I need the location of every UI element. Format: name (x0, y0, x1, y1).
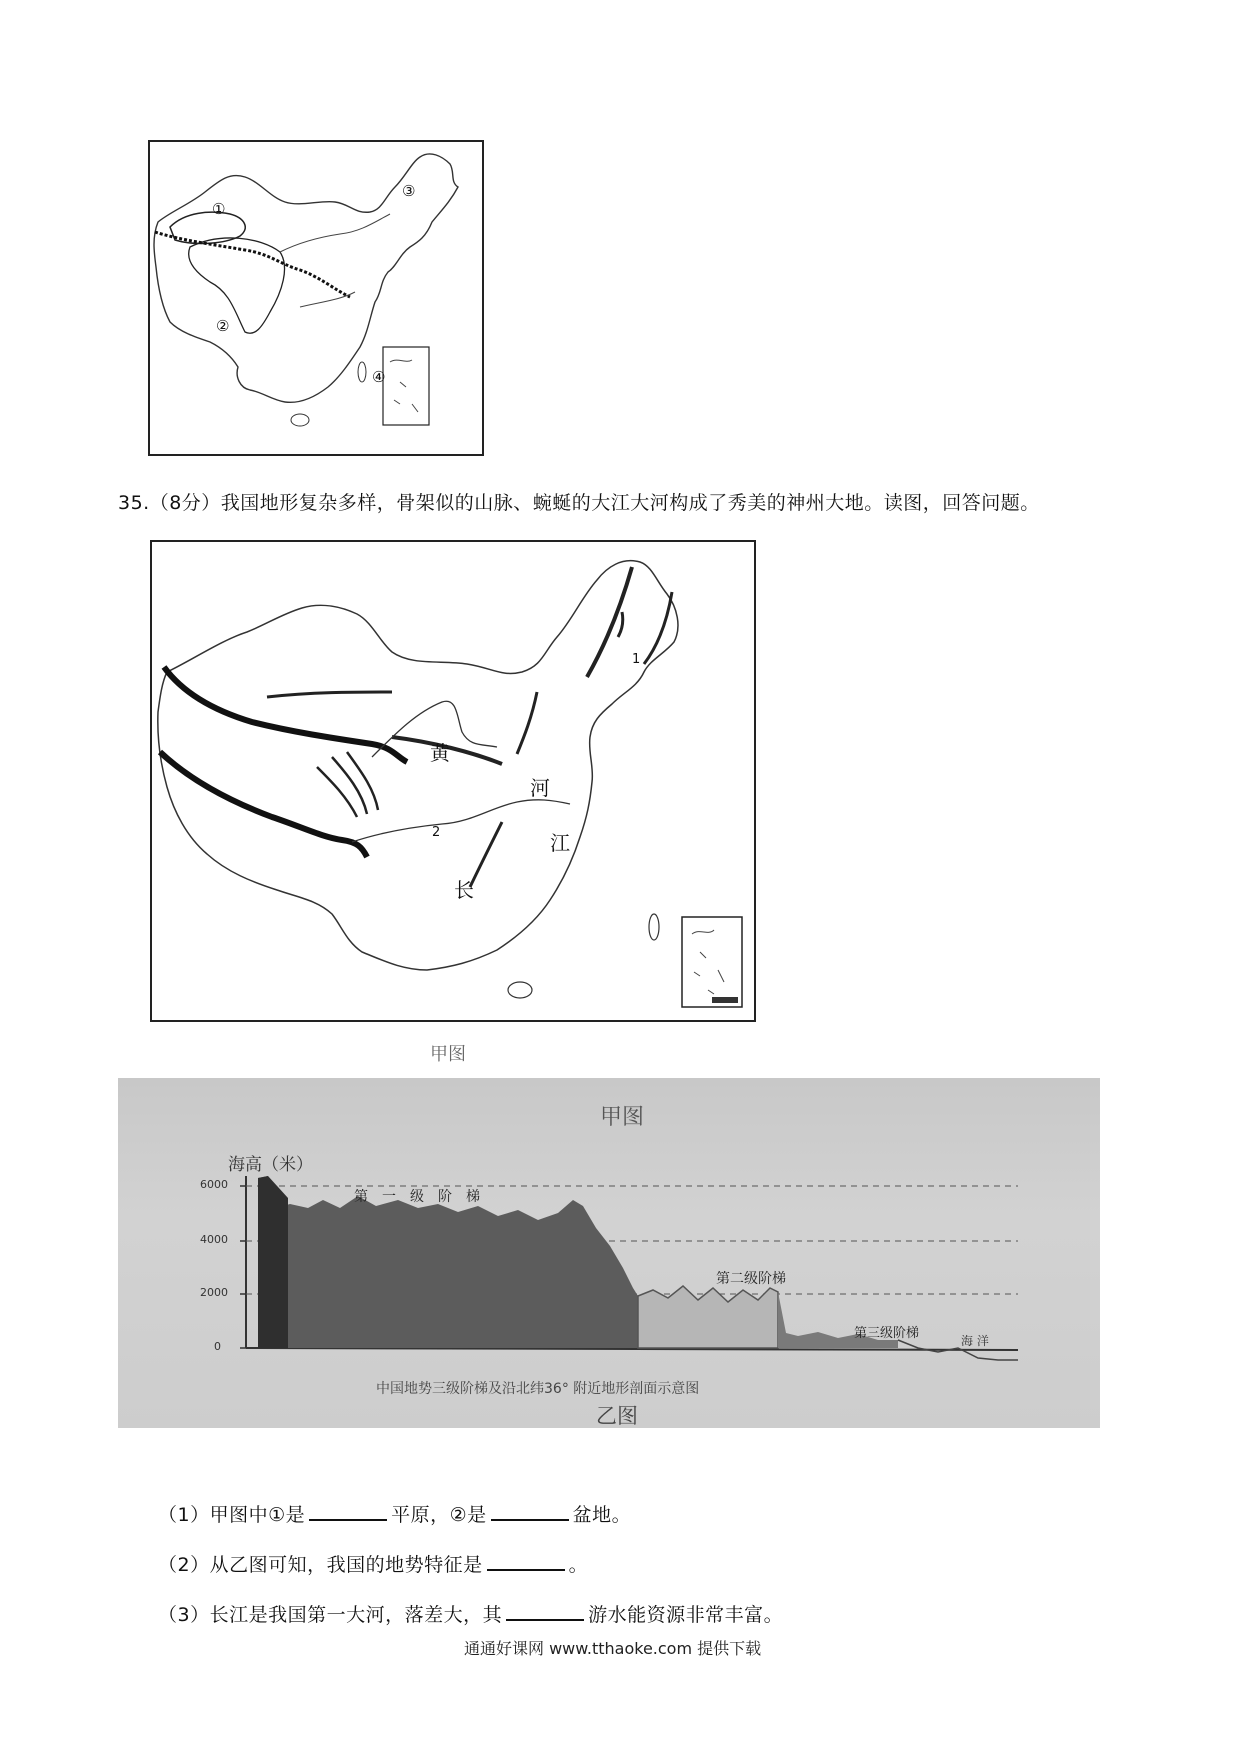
footer: 通通好课网 www.tthaoke.com 提供下载 (464, 1639, 762, 1658)
q3-text-b: 游水能资源非常丰富。 (588, 1604, 784, 1626)
china-map-2 (152, 542, 754, 1020)
label-2: 2 (432, 825, 441, 840)
q1-blank-1[interactable] (309, 1518, 387, 1521)
step-1-label: 第 一 级 阶 梯 (354, 1189, 480, 1205)
profile-figure (118, 1078, 1100, 1428)
step-3-label: 第三级阶梯 (854, 1326, 920, 1341)
q2-text-b: 。 (568, 1554, 589, 1576)
q1-blank-2[interactable] (491, 1518, 569, 1521)
map-1 (148, 140, 484, 456)
q1-text-c: 盆地。 (572, 1504, 632, 1526)
ytick-0: 0 (214, 1340, 221, 1353)
ytick-2000: 2000 (200, 1286, 228, 1299)
q3-blank[interactable] (506, 1618, 584, 1621)
label-huang: 黄 (430, 741, 450, 765)
ytick-6000: 6000 (200, 1178, 228, 1191)
q3-text-a: （3）长江是我国第一大河，落差大，其 (158, 1604, 503, 1626)
label-jiang: 江 (550, 831, 570, 855)
q1-text-b: 平原，②是 (391, 1504, 487, 1526)
map-2-caption: 甲图 (430, 1044, 466, 1065)
profile-caption: 中国地势三级阶梯及沿北纬36° 附近地形剖面示意图 (376, 1381, 700, 1397)
profile-ylabel: 海高（米） (228, 1155, 313, 1175)
question-1 (158, 1500, 631, 1527)
label-chang: 长 (454, 878, 474, 902)
q2-blank[interactable] (487, 1568, 565, 1571)
label-1: 1 (632, 652, 641, 667)
ytick-4000: 4000 (200, 1233, 228, 1246)
map-2 (150, 540, 756, 1022)
label-he: 河 (530, 776, 550, 800)
question-2 (158, 1550, 588, 1577)
china-map-1 (150, 142, 482, 454)
sea-label: 海 洋 (961, 1334, 989, 1348)
question-3 (158, 1600, 783, 1627)
q2-text-a: （2）从乙图可知，我国的地势特征是 (158, 1554, 483, 1576)
q1-text-a: （1）甲图中①是 (158, 1504, 306, 1526)
marker-4: ④ (372, 368, 386, 386)
profile-title: 甲图 (600, 1105, 645, 1130)
profile-figure-label: 乙图 (596, 1404, 638, 1428)
step-2-label: 第二级阶梯 (716, 1271, 786, 1287)
marker-1: ① (212, 200, 226, 218)
marker-2: ② (216, 317, 230, 335)
question-35-prompt: 35.（8分）我国地形复杂多样，骨架似的山脉、蜿蜒的大江大河构成了秀美的神州大地。读图，回答问题。 (118, 492, 1040, 514)
marker-3: ③ (402, 182, 416, 200)
